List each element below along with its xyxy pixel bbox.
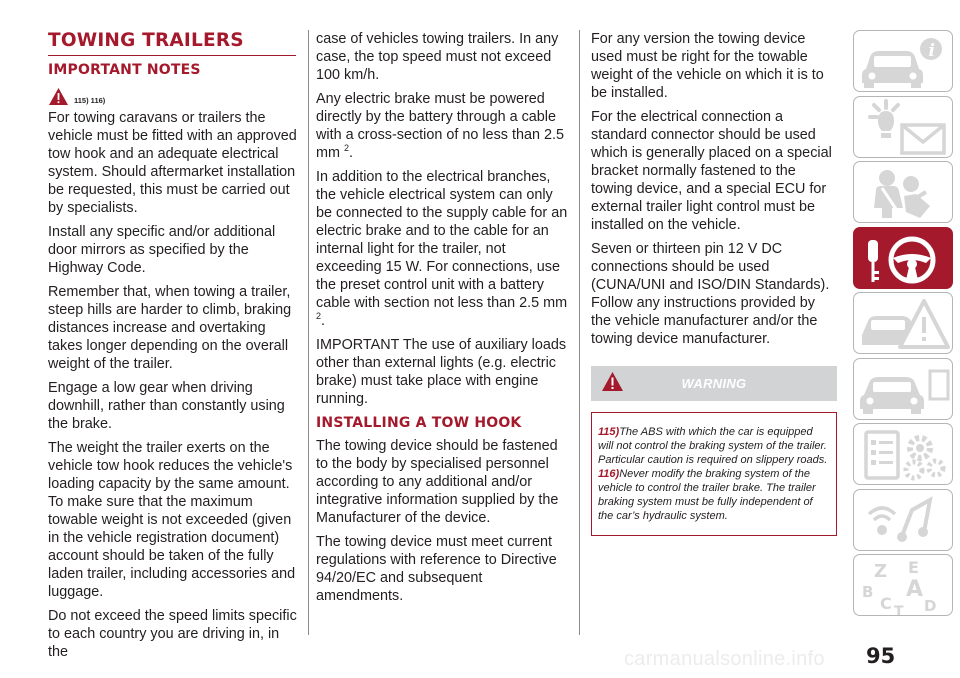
warning-item [598,425,828,467]
alphabetical-index-icon [854,555,953,616]
paragraph-text: In addition to the electrical branches, the vehicle electrical system can only be connected to the supply cable for an electric brake and to the cable for an internal light for the trailer, not exceeding 15 W. For connections, use the preset control unit with a battery cable with section not less than 2.5 mm [316,169,568,311]
steering-wheel-key-icon [854,228,953,289]
column-divider [308,30,309,635]
warning-triangle-icon [48,87,69,106]
section-title: TOWING TRAILERS [48,30,296,56]
index-letter: A [906,577,924,602]
warning-triangle-icon [601,371,624,392]
paragraph-text: Any electric brake must be powered directly by the battery through a cable with a cross-section of no less than 2.5 mm [316,91,564,161]
warning-item [598,467,828,523]
paragraph [316,168,572,330]
warning-reference [48,84,300,106]
subsection-title: IMPORTANT NOTES [48,62,201,78]
warning-refs: 115) 116) [74,96,106,105]
chapter-tabs [853,30,953,620]
column-2 [316,30,572,611]
paragraph: For any version the towing device used must be right for the towable weight of the vehicle on which it is to be installed. [591,31,824,101]
paragraph: Seven or thirteen pin 12 V DC connections should be used (CUNA/UNI and ISO/DIN Standards). Follow any instructions provided by the vehicle manufacturer and/or the towing device manufacturer. [591,241,830,347]
page-number: 95 [866,644,896,668]
index-letter: C [880,594,892,613]
car-info-icon [854,31,953,92]
tab-dashboard-lights[interactable] [853,96,953,158]
paragraph: The towing device should be fastened to the body by specialised personnel according to any additional and/or integrative information supplied by the Manufacturer of the device. [316,438,559,526]
paragraph: For the electrical connection a standard connector should be used which is generally placed on a special bracket normally fastened to the towing device, and a special ECU for external trailer light control must be installed on the vehicle. [591,109,832,233]
paragraph-end: . [321,313,326,329]
tab-safety[interactable] [853,161,953,223]
superscript: 2 [343,143,349,154]
paragraph [316,90,572,162]
index-letter: E [908,558,919,577]
warning-header [591,366,837,401]
paragraph: IMPORTANT The use of auxiliary loads other than external lights (e.g. electric brake) must take place with engine running. [316,337,567,407]
emergency-triangle-icon [854,293,953,354]
paragraph: case of vehicles towing trailers. In any case, the top speed must not exceed 100 km/h. [316,31,559,83]
technical-data-icon [854,424,953,485]
column-1 [48,30,300,667]
index-letter: B [862,583,874,601]
paragraph: Do not exceed the speed limits specific to each country you are driving in, in the [48,608,297,660]
warning-text: The ABS with which the car is equipped will not control the braking system of the trailer. Particular caution is required on slippery roads. [598,426,828,466]
paragraph-end: . [349,145,353,161]
tab-in-an-emergency[interactable] [853,292,953,354]
warning-number: 115) [598,426,620,438]
warning-title: WARNING [681,376,747,391]
svg-text:i: i [928,41,935,61]
paragraph: The towing device must meet current regulations with reference to Directive 94/20/EC and subsequent amendments. [316,534,557,604]
index-letter: D [924,597,937,615]
tab-knowing-your-car[interactable] [853,30,953,92]
tab-servicing-and-care[interactable] [853,358,953,420]
paragraph: Engage a low gear when driving downhill, rather than constantly using the brake. [48,380,285,432]
tab-index[interactable] [853,554,953,616]
warning-number: 116) [598,468,620,480]
paragraph: Install any specific and/or additional door mirrors as specified by the Highway Code. [48,224,276,276]
car-maintenance-icon [854,359,953,420]
paragraph: The weight the trailer exerts on the vehicle tow hook reduces the vehicle's loading capacity by the same amount. To make sure that the maximum towable weight is not exceeded (given in the vehicle registration document) account should be taken of the fully laden trailer, including accessories and luggage. [48,440,296,600]
multimedia-icon [854,490,953,551]
index-letter: T [894,604,904,617]
safety-airbag-icon [854,162,953,223]
index-letter: Z [874,561,888,582]
column-divider [579,30,580,635]
subsection-title: INSTALLING A TOW HOOK [316,415,522,431]
superscript: 2 [316,311,322,322]
paragraph: Remember that, when towing a trailer, steep hills are harder to climb, braking distances increase and overtaking takes longer depending on the overall weight of the trailer. [48,284,292,372]
tab-starting-and-driving[interactable] [853,227,953,289]
warning-text: Never modify the braking system of the vehicle to control the trailer brake. The trailer braking system must be fully independent of the car’s hydraulic system. [598,468,816,522]
tab-multimedia[interactable] [853,489,953,551]
column-3 [591,30,837,536]
tab-technical-specifications[interactable] [853,423,953,485]
warning-box [591,412,837,536]
dashboard-lights-icon [854,97,953,158]
paragraph: For towing caravans or trailers the vehicle must be fitted with an approved tow hook and an adequate electrical system. Should aftermarket installation be requested, this must be carried out by specialists. [48,110,297,216]
watermark: carmanualsonline.info [624,648,825,670]
